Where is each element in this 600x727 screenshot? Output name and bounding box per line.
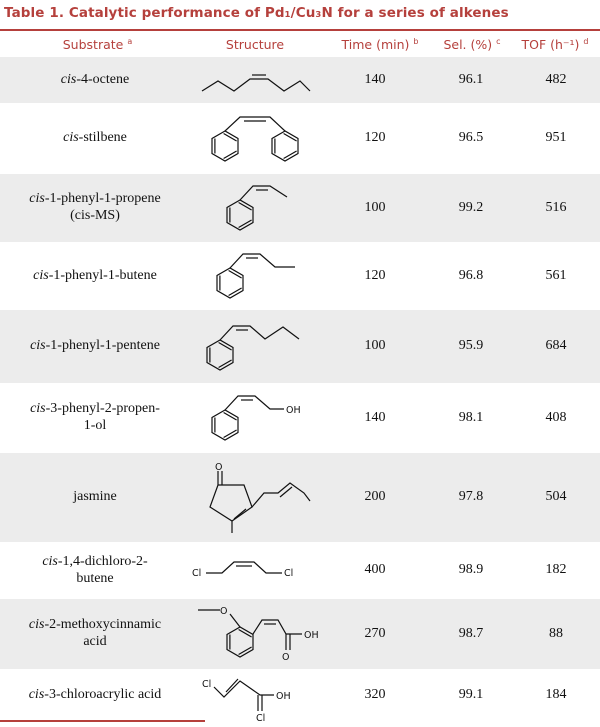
substrate-cell bbox=[0, 542, 190, 599]
selectivity-cell: 96.5 bbox=[458, 130, 484, 146]
time-cell: 320 bbox=[364, 687, 386, 703]
substrate-name: -2-methoxycinnamic bbox=[44, 617, 162, 633]
substrate-cell bbox=[0, 57, 190, 103]
structure-drawing bbox=[200, 463, 310, 533]
selectivity-cell: 95.9 bbox=[458, 338, 484, 354]
substrate-name: -1-phenyl-1-butene bbox=[48, 267, 157, 283]
table-row bbox=[0, 542, 600, 599]
time-cell: 100 bbox=[364, 338, 386, 354]
svg-text:O: O bbox=[215, 461, 223, 473]
table-row bbox=[0, 174, 600, 242]
time-cell: 270 bbox=[364, 625, 386, 641]
substrate-name: -3-phenyl-2-propen- bbox=[45, 401, 160, 417]
substrate-cell bbox=[0, 242, 190, 310]
structure-cell bbox=[190, 174, 320, 242]
tof-cell: 184 bbox=[545, 687, 567, 703]
table-row bbox=[0, 383, 600, 453]
top-rule bbox=[0, 29, 600, 31]
tof-cell: 516 bbox=[545, 199, 567, 215]
structure-cell bbox=[190, 542, 320, 599]
header-sel: Sel. (%) $^c$ bbox=[443, 37, 501, 53]
table-row bbox=[0, 103, 600, 174]
substrate-cell bbox=[0, 669, 190, 722]
substrate-cell bbox=[0, 599, 190, 669]
svg-text:Cl: Cl bbox=[256, 713, 266, 724]
structure-drawing bbox=[190, 556, 320, 586]
tof-cell: 951 bbox=[545, 130, 567, 146]
substrate-name: -4-octene bbox=[76, 71, 130, 87]
svg-text:O: O bbox=[220, 606, 228, 617]
structure-cell bbox=[190, 57, 320, 103]
structure-drawing bbox=[200, 109, 310, 169]
tof-cell: 88 bbox=[549, 625, 563, 641]
substrate-prefix: cis bbox=[30, 338, 46, 354]
substrate-name: jasmine bbox=[73, 489, 117, 505]
selectivity-cell: 96.8 bbox=[458, 267, 484, 283]
time-cell: 100 bbox=[364, 199, 386, 215]
table-row bbox=[0, 57, 600, 103]
time-cell: 120 bbox=[364, 267, 386, 283]
structure-cell bbox=[190, 669, 320, 722]
time-cell: 140 bbox=[364, 409, 386, 425]
table-row bbox=[0, 242, 600, 310]
tof-cell: 408 bbox=[545, 409, 567, 425]
time-cell: 400 bbox=[364, 562, 386, 578]
svg-text:OH: OH bbox=[276, 691, 291, 702]
substrate-prefix: cis bbox=[29, 191, 45, 207]
table-row bbox=[0, 599, 600, 669]
time-cell: 140 bbox=[364, 71, 386, 87]
substrate-name-line2: butene bbox=[76, 570, 114, 586]
structure-cell bbox=[190, 310, 320, 383]
substrate-name: -1-phenyl-1-pentene bbox=[45, 338, 160, 354]
table-row bbox=[0, 669, 600, 722]
table-title: Table 1. Catalytic performance of Pd₁/Cu₃N for a series of alkenes bbox=[4, 5, 509, 21]
tof-cell: 482 bbox=[545, 71, 567, 87]
substrate-prefix: cis bbox=[63, 130, 79, 146]
tof-cell: 182 bbox=[545, 562, 567, 578]
substrate-prefix: cis bbox=[30, 401, 46, 417]
substrate-name-line2: 1-ol bbox=[83, 418, 107, 433]
tof-cell: 684 bbox=[545, 338, 567, 354]
substrate-cell bbox=[0, 453, 190, 542]
substrate-name: -stilbene bbox=[78, 130, 127, 146]
structure-cell bbox=[190, 599, 320, 669]
structure-drawing bbox=[195, 317, 315, 377]
header-time: Time (min) $^b$ bbox=[341, 37, 419, 53]
svg-text:OH: OH bbox=[286, 404, 301, 416]
tof-cell: 561 bbox=[545, 267, 567, 283]
selectivity-cell: 96.1 bbox=[458, 71, 484, 87]
svg-text:OH: OH bbox=[304, 630, 319, 641]
substrate-cell bbox=[0, 174, 190, 242]
svg-text:Cl: Cl bbox=[192, 567, 202, 579]
substrate-cell bbox=[0, 103, 190, 174]
selectivity-cell: 98.7 bbox=[458, 625, 484, 641]
substrate-name-line2: acid bbox=[83, 634, 107, 649]
substrate-name: -1-phenyl-1-propene bbox=[44, 191, 161, 207]
selectivity-cell: 99.1 bbox=[458, 687, 484, 703]
structure-cell bbox=[190, 103, 320, 174]
selectivity-cell: 99.2 bbox=[458, 199, 484, 215]
substrate-prefix: cis bbox=[33, 267, 49, 283]
table-row bbox=[0, 310, 600, 383]
substrate-prefix: cis bbox=[28, 617, 45, 633]
selectivity-cell: 98.1 bbox=[458, 409, 484, 425]
structure-cell bbox=[190, 242, 320, 310]
svg-text:Cl: Cl bbox=[284, 567, 294, 579]
svg-text:Cl: Cl bbox=[202, 679, 212, 690]
tof-cell: 504 bbox=[545, 489, 567, 505]
substrate-name: -3-chloroacrylic acid bbox=[44, 687, 162, 703]
substrate-cell bbox=[0, 383, 190, 453]
table-header bbox=[0, 32, 600, 56]
structure-drawing bbox=[215, 181, 295, 236]
header-structure: Structure bbox=[225, 37, 285, 52]
substrate-name-line2: (cis-MS) bbox=[70, 208, 120, 223]
substrate-prefix: cis bbox=[28, 687, 45, 703]
bottom-rule bbox=[0, 720, 205, 722]
selectivity-cell: 98.9 bbox=[458, 562, 484, 578]
table-row bbox=[0, 453, 600, 542]
substrate-name: -1,4-dichloro-2- bbox=[57, 553, 148, 569]
header-tof: TOF (h⁻¹) $^d$ bbox=[521, 37, 589, 53]
structure-drawing bbox=[190, 604, 320, 664]
time-cell: 200 bbox=[364, 489, 386, 505]
structure-cell bbox=[190, 383, 320, 453]
structure-drawing bbox=[205, 249, 305, 304]
structure-drawing bbox=[200, 65, 310, 95]
svg-text:O: O bbox=[282, 652, 290, 663]
structure-cell bbox=[190, 453, 320, 542]
substrate-prefix: cis bbox=[60, 71, 77, 87]
structure-drawing bbox=[200, 673, 310, 724]
header-substrate: Substrate $^a$ bbox=[62, 37, 133, 53]
structure-drawing bbox=[200, 391, 310, 446]
substrate-cell bbox=[0, 310, 190, 383]
selectivity-cell: 97.8 bbox=[458, 489, 484, 505]
time-cell: 120 bbox=[364, 130, 386, 146]
substrate-prefix: cis bbox=[42, 553, 58, 569]
